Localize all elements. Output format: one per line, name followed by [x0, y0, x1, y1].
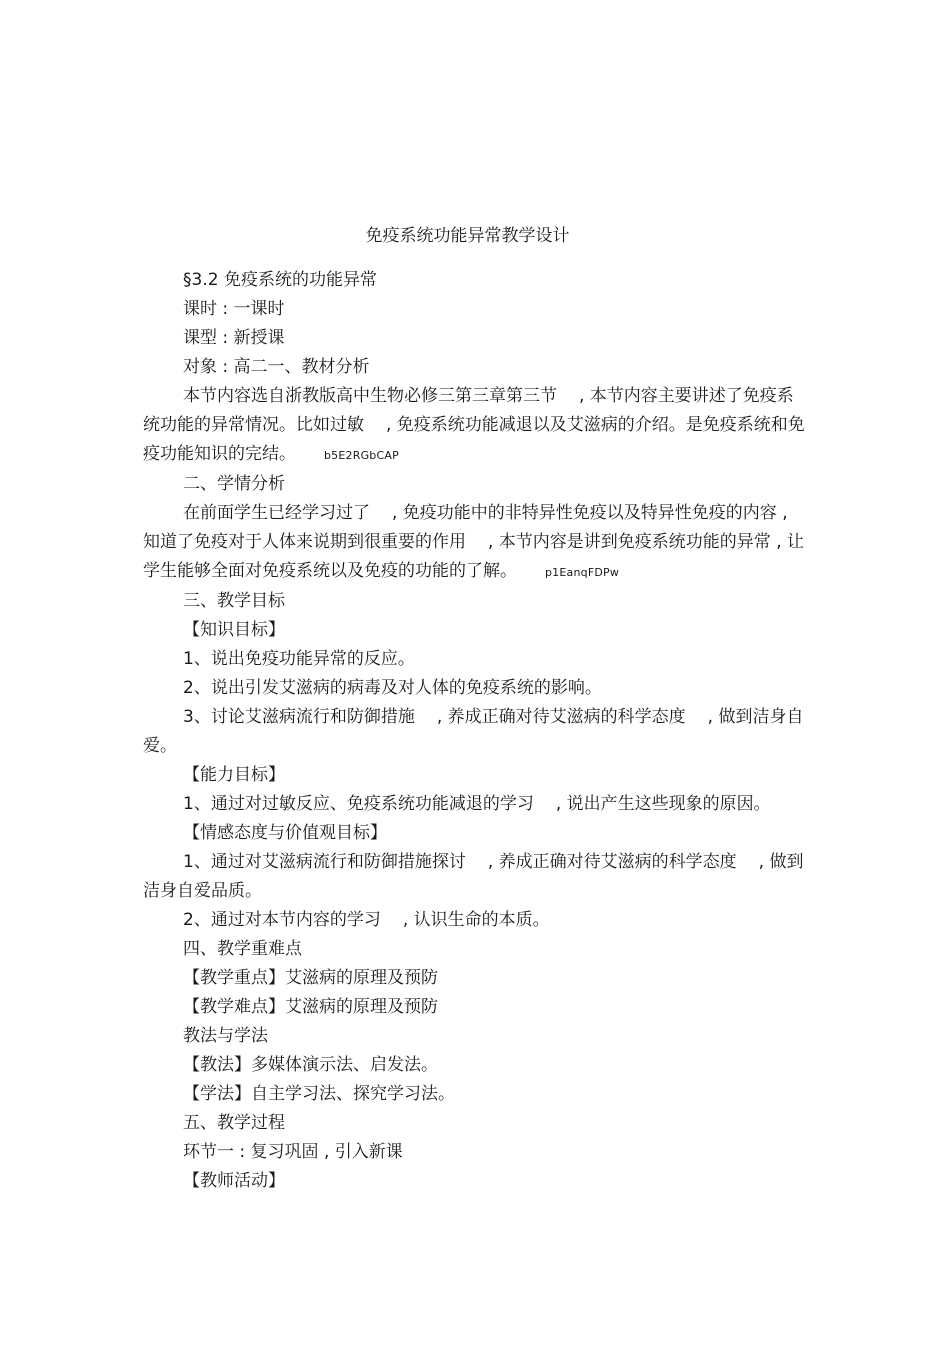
document-body: [143, 266, 808, 1196]
emotion-goal-label: 【情感态度与价值观目标】: [183, 823, 387, 843]
knowledge-goal-label: 【知识目标】: [183, 620, 285, 640]
step-1: 环节一 : 复习巩固 , 引入新课: [183, 1142, 403, 1162]
emotion-goal-2: 2、通过对本节内容的学习 , 认识生命的本质。: [183, 910, 550, 930]
ability-goal-label: 【能力目标】: [183, 765, 285, 785]
doc-code: p1EanqFDPw: [545, 566, 620, 579]
doc-code: b5E2RGbCAP: [324, 449, 399, 462]
student-analysis-paragraph: 在前面学生已经学习过了 , 免疫功能中的非特异性免疫以及特异性免疫的内容 , 知道了免疫对于人体来说期到很重要的作用 , 本节内容是讲到免疫系统功能的异常 , 让学生能够全面对免疫系统以及免疫的功能的了解。 p1EanqFDPw: [143, 503, 805, 581]
section-heading: §3.2 免疫系统的功能异常: [183, 270, 377, 290]
methods-title: 教法与学法: [183, 1026, 268, 1046]
ability-goal-1: 1、通过对过敏反应、免疫系统功能减退的学习 , 说出产生这些现象的原因。: [183, 794, 771, 814]
heading-student-analysis: 二、学情分析: [183, 474, 285, 494]
key-point: 【教学重点】艾滋病的原理及预防: [183, 968, 438, 988]
target-line: 对象 : 高二一、教材分析: [183, 357, 370, 377]
heading-teaching-process: 五、教学过程: [183, 1113, 285, 1133]
difficult-point: 【教学难点】艾滋病的原理及预防: [183, 997, 438, 1017]
teaching-method: 【教法】多媒体演示法、启发法。: [183, 1055, 438, 1075]
emotion-goal-1: 1、通过对艾滋病流行和防御措施探讨 , 养成正确对待艾滋病的科学态度 , 做到洁身自爱品质。: [143, 852, 804, 901]
knowledge-goal-1: 1、说出免疫功能异常的反应。: [183, 649, 415, 669]
heading-key-difficult-points: 四、教学重难点: [183, 939, 302, 959]
knowledge-goal-2: 2、说出引发艾滋病的病毒及对人体的免疫系统的影响。: [183, 678, 602, 698]
learning-method: 【学法】自主学习法、探究学习法。: [183, 1084, 455, 1104]
class-hours: 课时 : 一课时: [183, 299, 285, 319]
document-title: 免疫系统功能异常教学设计: [365, 226, 570, 246]
teacher-activity-label: 【教师活动】: [183, 1171, 285, 1191]
class-type: 课型 : 新授课: [183, 328, 285, 348]
textbook-analysis-paragraph: 本节内容选自浙教版高中生物必修三第三章第三节 , 本节内容主要讲述了免疫系统功能的异常情况。比如过敏 , 免疫系统功能减退以及艾滋病的介绍。是免疫系统和免疫功能知识的完结。 b5E2RGbCAP: [143, 386, 805, 464]
heading-teaching-goals: 三、教学目标: [183, 591, 285, 611]
knowledge-goal-3: 3、讨论艾滋病流行和防御措施 , 养成正确对待艾滋病的科学态度 , 做到洁身自爱。: [143, 707, 804, 756]
